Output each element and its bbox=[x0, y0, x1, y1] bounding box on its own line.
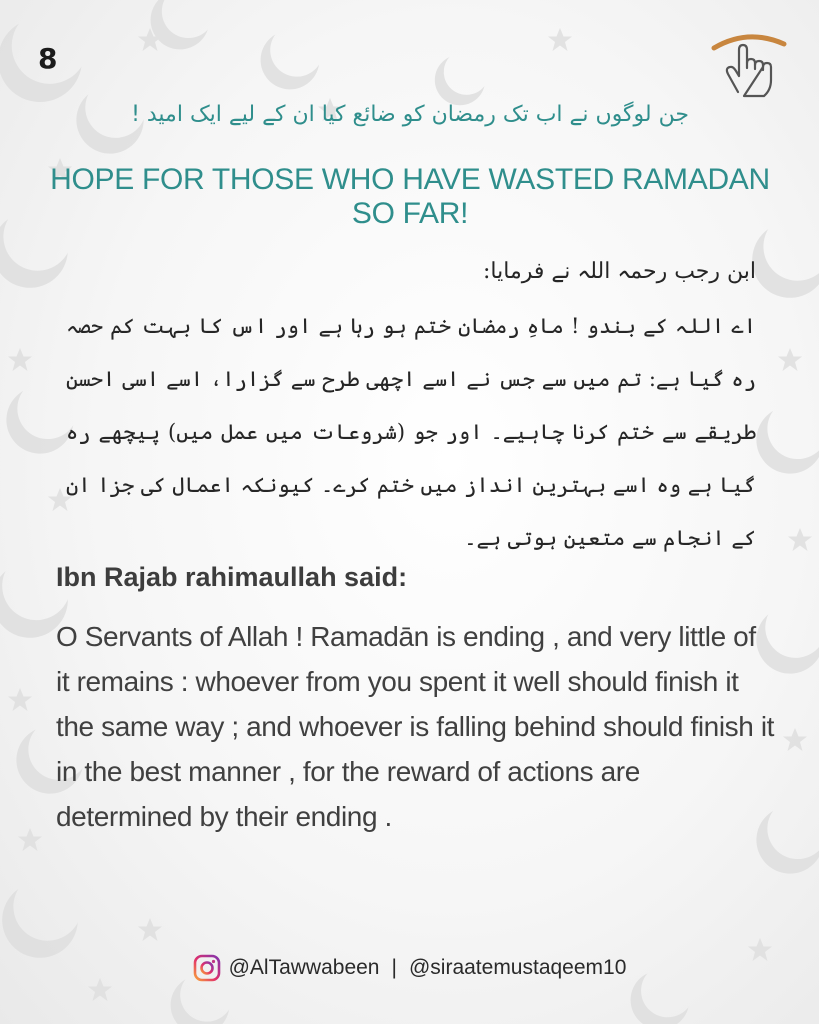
footer-separator: | bbox=[391, 956, 397, 979]
hand-swipe-icon bbox=[708, 30, 788, 102]
urdu-quote: اے اللہ کے بندو ! ماہِ رمضان ختم ہو رہا ہے اور اس کا بہت کم حصہ رہ گیا ہے: تم میں سے جس نے اسے اچھی طرح سے گزارا، اسے اسی احسن طریقے سے ختم کرنا چاہیے۔ اور جو (شروعات میں عمل میں) پیچھے رہ گیا ہے وہ اسے بہترین انداز میں ختم کرے۔ کیونکہ اعمال کی جزا ان کے انجام سے متعین ہوتی ہے۔ bbox=[66, 314, 756, 550]
english-quote: O Servants of Allah ! Ramadān is ending , and very little of it remains : whoever from you spent it well should finish it the same way ; and whoever is falling behind should finish it in the best manner , for the reward of actions are determined by their ending . bbox=[56, 621, 775, 832]
english-title: HOPE FOR THOSE WHO HAVE WASTED RAMADAN SO FAR! bbox=[50, 163, 770, 230]
instagram-icon bbox=[193, 954, 221, 982]
footer bbox=[0, 954, 819, 982]
urdu-quote-block bbox=[66, 250, 756, 565]
urdu-attribution: ابن رجب رحمہ اللہ نے فرمایا: bbox=[483, 259, 756, 284]
urdu-title: جن لوگوں نے اب تک رمضان کو ضائع کیا ان کے لیے ایک امید ! bbox=[131, 102, 689, 127]
instagram-handle-siraatemustaqeem[interactable]: @siraatemustaqeem10 bbox=[408, 956, 627, 979]
english-attribution: Ibn Rajab rahimaullah said: bbox=[56, 562, 408, 592]
page-number: 8 bbox=[38, 42, 58, 75]
instagram-handle-altawwabeen[interactable]: @AlTawwabeen bbox=[228, 956, 380, 979]
